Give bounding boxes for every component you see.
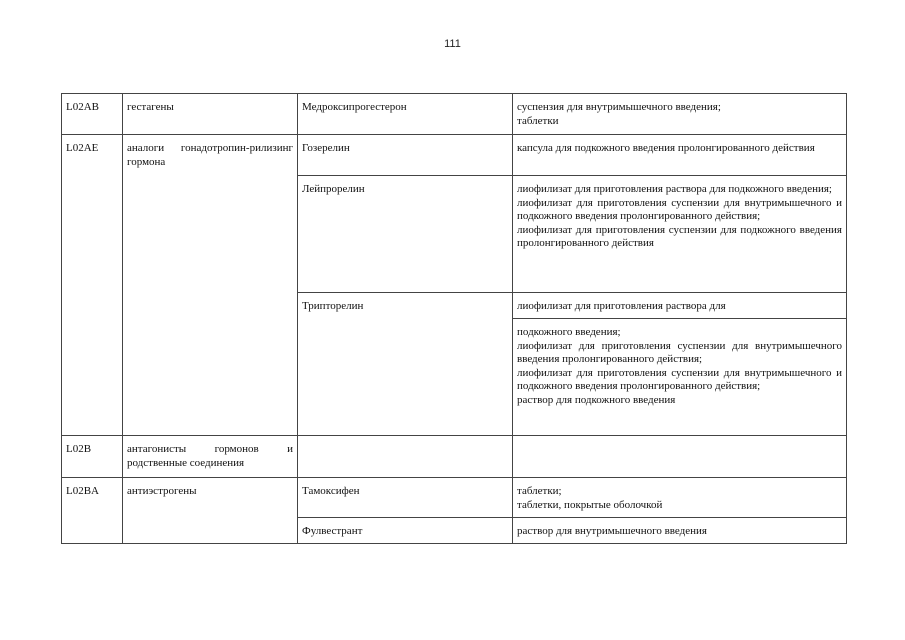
drug-name: Гозерелин [298,135,513,176]
table-row [62,478,847,518]
dosage-forms [513,478,847,518]
table-row [62,135,847,176]
dosage-forms [513,94,847,135]
group-name: аналоги гонадотропин-рилизинг гормона [123,135,298,436]
form-line: лиофилизат для приготовления суспензии для внутримышечного и подкожного введения пролонгированного действия; [517,196,842,222]
dosage-forms [513,176,847,293]
form-line: капсула для подкожного введения пролонгированного действия [517,142,815,154]
dosage-forms [513,135,847,176]
form-line: лиофилизат для приготовления раствора для [517,300,726,312]
form-line: лиофилизат для приготовления суспензии для внутримышечного и подкожного введения пролонгированного действия; [517,366,842,392]
drug-name: Медроксипрогестерон [298,94,513,135]
drug-name: Трипторелин [298,293,513,436]
form-line: суспензия для внутримышечного введения; [517,101,721,113]
form-line: лиофилизат для приготовления суспензии для внутримышечного введения пролонгированного действия; [517,339,842,365]
form-line: таблетки; [517,485,562,497]
atc-code: L02B [62,436,123,478]
drug-classification-table [61,93,847,544]
form-line: лиофилизат для приготовления раствора для подкожного введения; [517,183,832,195]
group-name: антиэстрогены [123,478,298,544]
group-name: антагонисты гормонов и родственные соединения [123,436,298,478]
drug-name: Фулвестрант [298,518,513,544]
atc-code: L02AB [62,94,123,135]
form-line: таблетки [517,114,559,127]
form-line: подкожного введения; [517,326,621,338]
drug-name: Тамоксифен [298,478,513,518]
form-line: раствор для подкожного введения [517,393,676,406]
dosage-forms [513,436,847,478]
page-number: 111 [444,38,461,50]
atc-code: L02AE [62,135,123,436]
dosage-forms [513,518,847,544]
dosage-forms [513,319,847,436]
form-line: лиофилизат для приготовления суспензии для подкожного введения пролонгированного действия [517,223,842,249]
drug-name: Лейпрорелин [298,176,513,293]
table-row [62,436,847,478]
form-line: раствор для внутримышечного введения [517,525,707,537]
dosage-forms [513,293,847,319]
atc-code: L02BA [62,478,123,544]
table-row [62,94,847,135]
group-name: гестагены [123,94,298,135]
drug-name [298,436,513,478]
form-line: таблетки, покрытые оболочкой [517,498,663,511]
